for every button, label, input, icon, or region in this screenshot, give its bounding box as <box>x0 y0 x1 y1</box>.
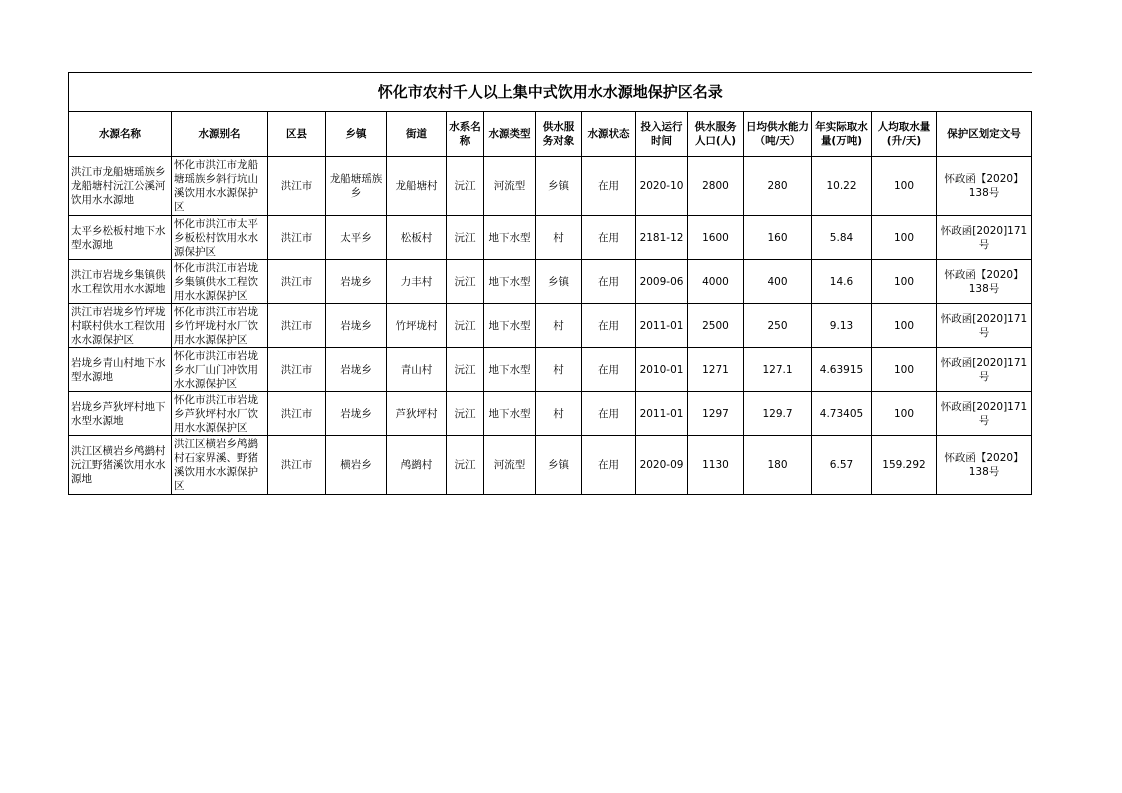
table-cell: 洪江市岩垅乡集镇供水工程饮用水水源地 <box>69 260 172 304</box>
table-cell: 地下水型 <box>484 392 536 436</box>
header-cell: 人均取水量(升/天) <box>872 112 937 157</box>
table-cell: 沅江 <box>447 157 484 216</box>
table-cell: 沅江 <box>447 348 484 392</box>
table-cell: 沅江 <box>447 304 484 348</box>
table-row <box>69 216 1032 260</box>
table-row <box>69 260 1032 304</box>
water-source-table <box>68 72 1032 495</box>
table-cell: 横岩乡 <box>326 436 387 495</box>
table-cell: 洪江区横岩乡鸬鹚村沅江野猪溪饮用水水源地 <box>69 436 172 495</box>
table-cell: 怀化市洪江市龙船塘瑶族乡斜行坑山溪饮用水水源保护区 <box>172 157 268 216</box>
table-cell: 在用 <box>582 157 636 216</box>
table-cell: 河流型 <box>484 436 536 495</box>
table-cell: 乡镇 <box>536 436 582 495</box>
table-cell: 100 <box>872 348 937 392</box>
table-row <box>69 348 1032 392</box>
header-cell: 水源名称 <box>69 112 172 157</box>
table-cell: 松板村 <box>387 216 447 260</box>
table-cell: 在用 <box>582 436 636 495</box>
table-cell: 洪江市 <box>268 392 326 436</box>
table-cell: 在用 <box>582 392 636 436</box>
table-cell: 怀政函[2020]171号 <box>937 304 1032 348</box>
header-cell: 水源类型 <box>484 112 536 157</box>
table-cell: 2181-12 <box>636 216 688 260</box>
table-cell: 4.63915 <box>812 348 872 392</box>
table-cell: 洪江市 <box>268 260 326 304</box>
table-cell: 129.7 <box>744 392 812 436</box>
table-cell: 地下水型 <box>484 304 536 348</box>
table-cell: 2011-01 <box>636 392 688 436</box>
table-cell: 2009-06 <box>636 260 688 304</box>
table-cell: 地下水型 <box>484 216 536 260</box>
table-cell: 岩垅乡 <box>326 392 387 436</box>
table-cell: 村 <box>536 392 582 436</box>
table-cell: 2020-09 <box>636 436 688 495</box>
table-cell: 100 <box>872 157 937 216</box>
table-cell: 怀政函[2020]171号 <box>937 348 1032 392</box>
header-cell: 供水服务对象 <box>536 112 582 157</box>
header-cell: 年实际取水量(万吨) <box>812 112 872 157</box>
table-cell: 在用 <box>582 216 636 260</box>
table-cell: 180 <box>744 436 812 495</box>
table-cell: 岩垅乡 <box>326 348 387 392</box>
header-cell: 水系名称 <box>447 112 484 157</box>
table-cell: 村 <box>536 348 582 392</box>
table-cell: 洪江市 <box>268 348 326 392</box>
table-cell: 2010-01 <box>636 348 688 392</box>
table-cell: 怀化市洪江市岩垅乡芦狄坪村水厂饮用水水源保护区 <box>172 392 268 436</box>
table-row <box>69 304 1032 348</box>
table-cell: 怀化市洪江市岩垅乡水厂山门冲饮用水水源保护区 <box>172 348 268 392</box>
table-cell: 竹坪垅村 <box>387 304 447 348</box>
table-cell: 在用 <box>582 304 636 348</box>
table-cell: 太平乡松板村地下水型水源地 <box>69 216 172 260</box>
table-cell: 4000 <box>688 260 744 304</box>
table-cell: 2011-01 <box>636 304 688 348</box>
table-cell: 太平乡 <box>326 216 387 260</box>
table-cell: 洪江市 <box>268 157 326 216</box>
table-row <box>69 392 1032 436</box>
table-cell: 怀政函[2020]171号 <box>937 392 1032 436</box>
table-cell: 280 <box>744 157 812 216</box>
table-cell: 鸬鹚村 <box>387 436 447 495</box>
header-cell: 区县 <box>268 112 326 157</box>
table-cell: 岩垅乡 <box>326 260 387 304</box>
table-cell: 岩垅乡芦狄坪村地下水型水源地 <box>69 392 172 436</box>
table-cell: 沅江 <box>447 392 484 436</box>
table-cell: 怀政函【2020】138号 <box>937 260 1032 304</box>
table-cell: 力丰村 <box>387 260 447 304</box>
table-cell: 岩垅乡青山村地下水型水源地 <box>69 348 172 392</box>
table-cell: 100 <box>872 260 937 304</box>
table-cell: 1271 <box>688 348 744 392</box>
table-cell: 青山村 <box>387 348 447 392</box>
table-cell: 龙船塘村 <box>387 157 447 216</box>
table-cell: 地下水型 <box>484 260 536 304</box>
table-cell: 沅江 <box>447 436 484 495</box>
table-cell: 地下水型 <box>484 348 536 392</box>
header-cell: 乡镇 <box>326 112 387 157</box>
table-cell: 14.6 <box>812 260 872 304</box>
header-cell: 街道 <box>387 112 447 157</box>
table-cell: 岩垅乡 <box>326 304 387 348</box>
table-cell: 6.57 <box>812 436 872 495</box>
table-cell: 怀化市洪江市岩垅乡集镇供水工程饮用水水源保护区 <box>172 260 268 304</box>
table-row <box>69 436 1032 495</box>
table-title: 怀化市农村千人以上集中式饮用水水源地保护区名录 <box>69 73 1032 112</box>
header-cell: 投入运行时间 <box>636 112 688 157</box>
table-cell: 2020-10 <box>636 157 688 216</box>
table-body <box>69 157 1032 495</box>
table-cell: 怀化市洪江市太平乡板松村饮用水水源保护区 <box>172 216 268 260</box>
table-cell: 10.22 <box>812 157 872 216</box>
table-cell: 怀化市洪江市岩垅乡竹坪垅村水厂饮用水水源保护区 <box>172 304 268 348</box>
table-cell: 159.292 <box>872 436 937 495</box>
table-cell: 洪江市龙船塘瑶族乡龙船塘村沅江公溪河饮用水水源地 <box>69 157 172 216</box>
table-cell: 怀政函【2020】138号 <box>937 436 1032 495</box>
table-cell: 5.84 <box>812 216 872 260</box>
table-cell: 1600 <box>688 216 744 260</box>
table-cell: 洪江区横岩乡鸬鹚村石家界溪、野猪溪饮用水水源保护区 <box>172 436 268 495</box>
table-row <box>69 157 1032 216</box>
table-cell: 100 <box>872 392 937 436</box>
header-cell: 水源别名 <box>172 112 268 157</box>
table-cell: 100 <box>872 216 937 260</box>
table-cell: 在用 <box>582 260 636 304</box>
table-cell: 洪江市 <box>268 436 326 495</box>
table-cell: 沅江 <box>447 260 484 304</box>
table-cell: 9.13 <box>812 304 872 348</box>
table-cell: 乡镇 <box>536 260 582 304</box>
header-cell: 日均供水能力（吨/天） <box>744 112 812 157</box>
table-cell: 龙船塘瑶族乡 <box>326 157 387 216</box>
table-cell: 村 <box>536 216 582 260</box>
table-cell: 河流型 <box>484 157 536 216</box>
table-cell: 1297 <box>688 392 744 436</box>
table-cell: 100 <box>872 304 937 348</box>
table-cell: 250 <box>744 304 812 348</box>
table-cell: 400 <box>744 260 812 304</box>
table-cell: 村 <box>536 304 582 348</box>
table-cell: 洪江市 <box>268 216 326 260</box>
header-cell: 保护区划定文号 <box>937 112 1032 157</box>
table-cell: 芦狄坪村 <box>387 392 447 436</box>
header-cell: 水源状态 <box>582 112 636 157</box>
header-cell: 供水服务人口(人) <box>688 112 744 157</box>
table-cell: 1130 <box>688 436 744 495</box>
table-cell: 160 <box>744 216 812 260</box>
table-cell: 2500 <box>688 304 744 348</box>
table-cell: 沅江 <box>447 216 484 260</box>
table-cell: 洪江市岩垅乡竹坪垅村联村供水工程饮用水水源保护区 <box>69 304 172 348</box>
table-cell: 2800 <box>688 157 744 216</box>
table-cell: 洪江市 <box>268 304 326 348</box>
table-cell: 乡镇 <box>536 157 582 216</box>
table-cell: 127.1 <box>744 348 812 392</box>
table-cell: 4.73405 <box>812 392 872 436</box>
header-row <box>69 112 1032 157</box>
table-cell: 怀政函[2020]171号 <box>937 216 1032 260</box>
table-cell: 怀政函【2020】138号 <box>937 157 1032 216</box>
table-cell: 在用 <box>582 348 636 392</box>
